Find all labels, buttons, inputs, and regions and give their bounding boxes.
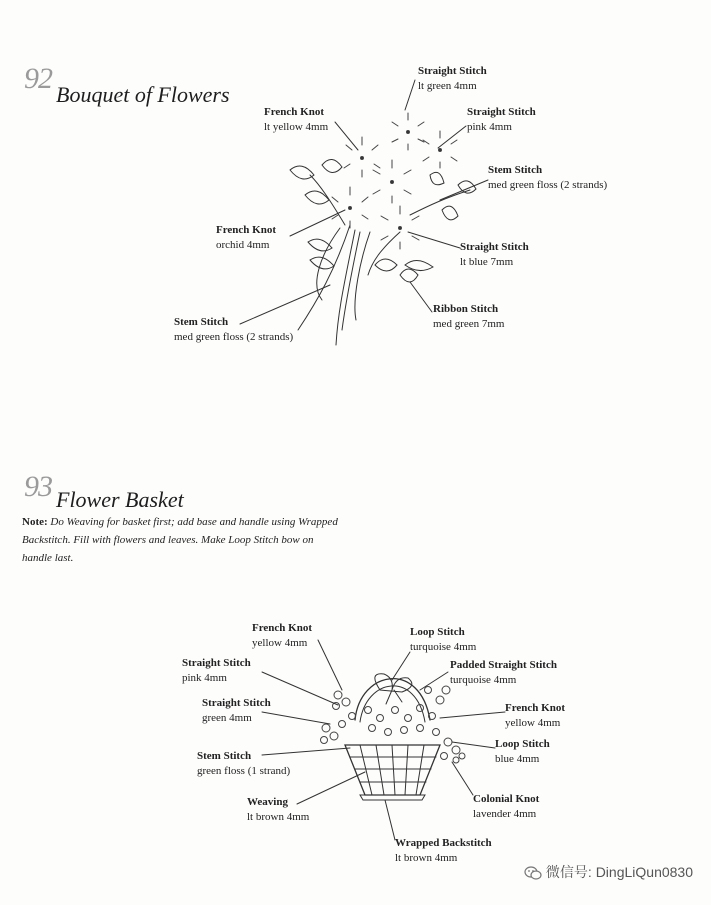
callout-name: Stem Stitch <box>488 164 543 176</box>
callout-name: French Knot <box>264 106 324 118</box>
callout-ribbon-stitch <box>433 302 504 332</box>
callout-detail: turquoise 4mm <box>410 641 477 653</box>
callout-name: Weaving <box>247 796 288 808</box>
callout-loop-stitch <box>495 737 550 767</box>
callout-stem-stitch <box>197 749 290 779</box>
callout-detail: pink 4mm <box>467 121 512 133</box>
callout-name: Straight Stitch <box>202 697 271 709</box>
section-title: Flower Basket <box>56 487 184 512</box>
callout-detail: med green floss (2 strands) <box>174 331 294 343</box>
section-number: 92 <box>24 62 52 95</box>
callout-detail: yellow 4mm <box>505 717 561 729</box>
callout-detail: blue 4mm <box>495 753 540 765</box>
callout-stem-stitch <box>174 315 293 345</box>
callout-detail: lt brown 4mm <box>247 811 310 823</box>
callout-straight-stitch <box>182 656 251 686</box>
callout-straight-stitch <box>467 105 536 135</box>
callout-weaving <box>247 795 309 825</box>
callout-name: Loop Stitch <box>410 626 465 638</box>
callout-french-knot <box>252 621 312 651</box>
callout-name: Stem Stitch <box>174 316 229 328</box>
callout-french-knot <box>264 105 328 135</box>
callout-name: Colonial Knot <box>473 793 540 805</box>
callout-name: Padded Straight Stitch <box>450 659 557 671</box>
section-number: 93 <box>24 470 52 503</box>
callout-french-knot <box>505 701 565 731</box>
callout-padded-straight-stitch <box>450 658 557 688</box>
callout-detail: lavender 4mm <box>473 808 537 820</box>
callout-straight-stitch <box>418 64 487 94</box>
callout-colonial-knot <box>473 792 539 822</box>
callout-wrapped-backstitch <box>395 836 492 866</box>
callout-detail: green 4mm <box>202 712 252 724</box>
section-title: Bouquet of Flowers <box>56 82 230 107</box>
callout-name: Straight Stitch <box>467 106 536 118</box>
callout-detail: med green floss (2 strands) <box>488 179 608 191</box>
callout-detail: green floss (1 strand) <box>197 765 291 777</box>
callout-detail: turquoise 4mm <box>450 674 517 686</box>
watermark-text: 微信号: DingLiQun0830 <box>545 864 693 880</box>
callout-name: French Knot <box>252 622 312 634</box>
callout-detail: lt green 4mm <box>418 80 477 92</box>
wechat-icon <box>524 866 542 880</box>
callout-name: Straight Stitch <box>418 65 487 77</box>
callout-name: Wrapped Backstitch <box>395 837 492 849</box>
callout-name: Ribbon Stitch <box>433 303 499 315</box>
callout-straight-stitch <box>202 696 271 726</box>
callout-detail: yellow 4mm <box>252 637 308 649</box>
callout-detail: lt blue 7mm <box>460 256 514 268</box>
callout-detail: lt yellow 4mm <box>264 121 329 133</box>
callout-name: French Knot <box>216 224 276 236</box>
callout-name: French Knot <box>505 702 565 714</box>
callout-detail: orchid 4mm <box>216 239 270 251</box>
callout-straight-stitch <box>460 240 529 270</box>
callout-detail: pink 4mm <box>182 672 227 684</box>
callout-french-knot <box>216 223 276 253</box>
callout-loop-stitch <box>410 625 476 655</box>
callout-detail: med green 7mm <box>433 318 505 330</box>
callout-name: Stem Stitch <box>197 750 252 762</box>
callout-detail: lt brown 4mm <box>395 852 458 864</box>
note-text: Do Weaving for basket first; add base and handle using Wrapped Backstitch. Fill with flowers and leaves. Make Loop Stitch bow on handle last. <box>22 516 338 564</box>
callout-name: Straight Stitch <box>182 657 251 669</box>
callout-name: Straight Stitch <box>460 241 529 253</box>
callout-name: Loop Stitch <box>495 738 550 750</box>
callout-stem-stitch <box>488 163 607 193</box>
note-label: Note: <box>22 516 48 528</box>
watermark <box>524 862 693 882</box>
instruction-note <box>22 513 342 567</box>
